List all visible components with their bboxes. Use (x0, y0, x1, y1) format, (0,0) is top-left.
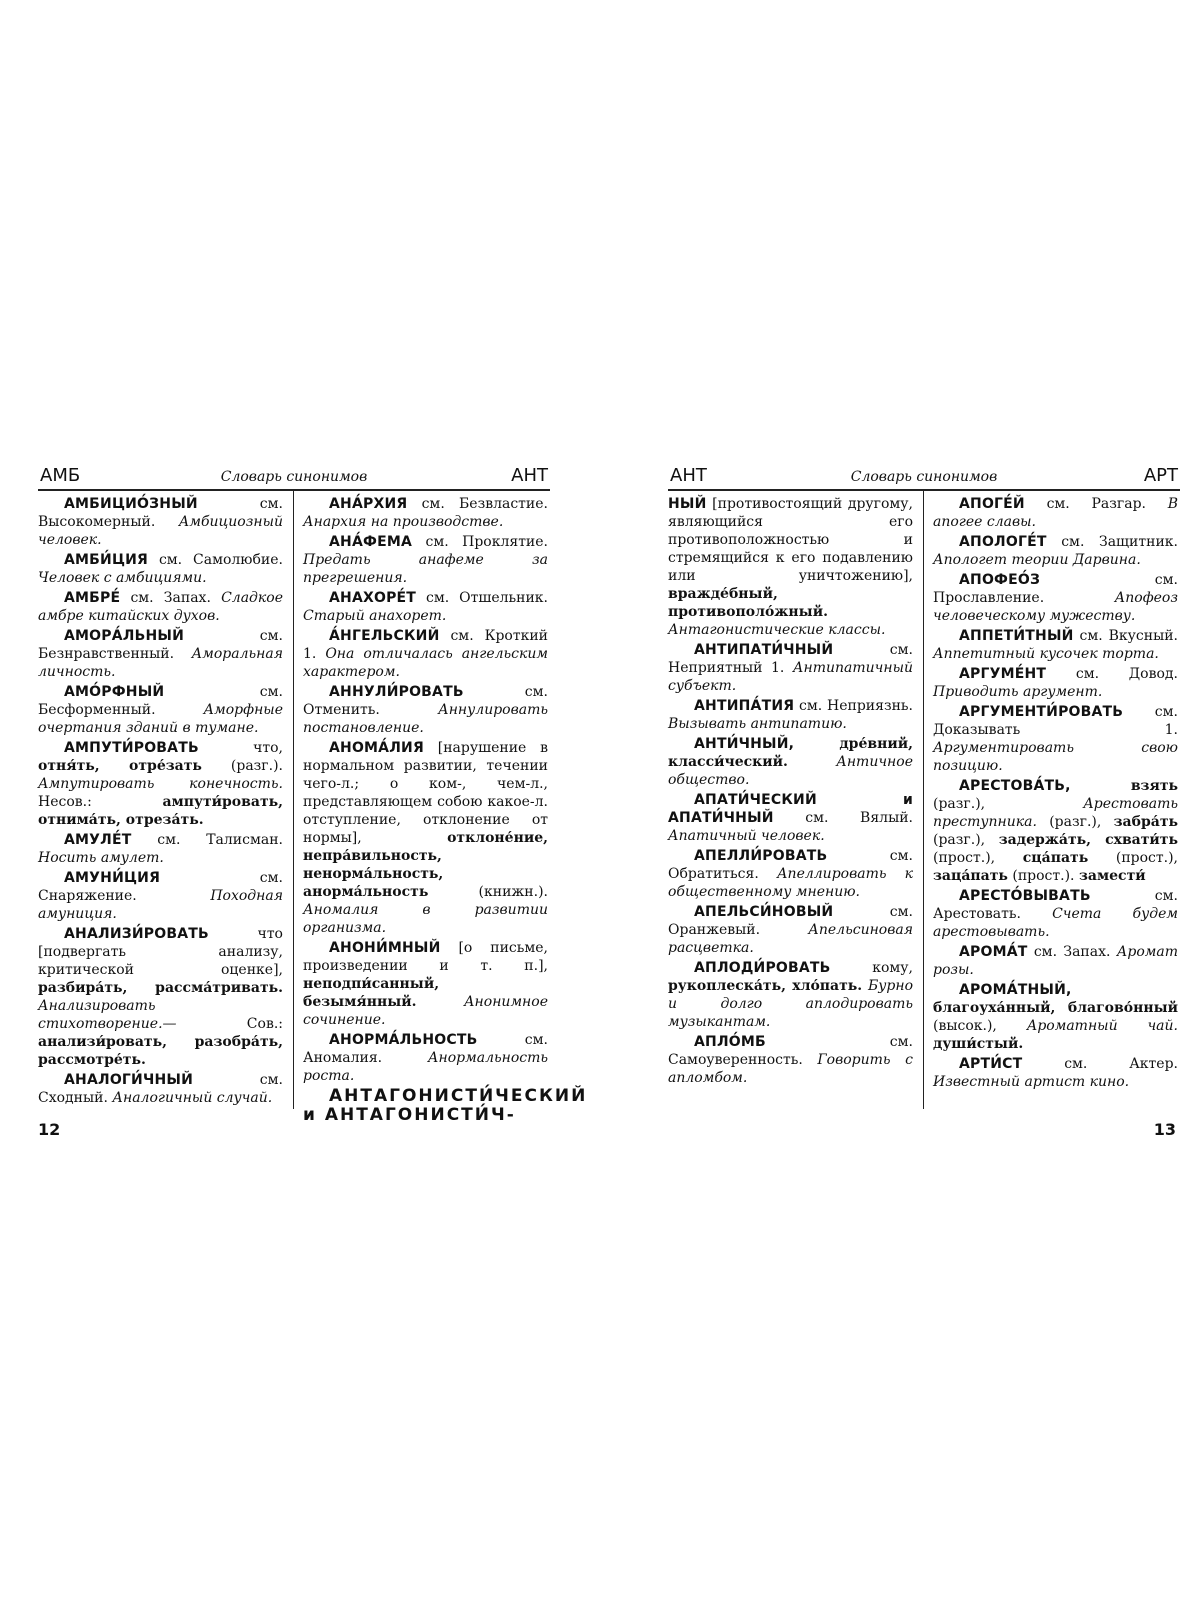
entry-synonyms: неподпи́санный, безымя́нный. (303, 976, 440, 1010)
entry-synonyms: анализи́ровать, разобра́ть, рассмотре́ть. (38, 1034, 283, 1068)
dictionary-entry (668, 697, 913, 733)
entry-synonyms: разбира́ть, рассма́тривать. (38, 980, 283, 996)
entry-example: Ароматный чай. (1026, 1018, 1178, 1034)
entry-example: Аморальная личность. (38, 646, 283, 680)
entry-headword: АПАТИ́ЧЕСКИЙ и АПАТИ́ЧНЫЙ (668, 792, 913, 826)
entry-text: см. Прославление. (933, 572, 1178, 606)
entry-example: Аморфные очертания зданий в тумане. (38, 702, 283, 736)
entry-headword: АРГУМЕНТИ́РОВАТЬ (959, 704, 1124, 720)
dictionary-entry (933, 627, 1178, 663)
entry-text: см. Самолюбие. (148, 552, 283, 568)
header-title: Словарь синонимов (850, 469, 998, 485)
dictionary-entry (303, 1086, 588, 1125)
dictionary-entry (668, 903, 913, 957)
page-number: 13 (1153, 1120, 1176, 1139)
dictionary-entry (933, 943, 1178, 979)
entry-synonyms: вражде́бный, противополо́жный. (668, 586, 828, 620)
entry-headword: АНОРМА́ЛЬНОСТЬ (329, 1032, 478, 1048)
entry-headword: АНА́РХИЯ (329, 496, 408, 512)
entry-example: Человек с амбициями. (38, 570, 207, 586)
entry-synonyms: сца́пать (1022, 850, 1089, 866)
entry-text: [о письме, произведении и т. п.], (303, 940, 548, 974)
entry-text: см. Разгар. (1024, 496, 1168, 512)
dictionary-entry (303, 1031, 548, 1085)
dictionary-entry (933, 777, 1178, 885)
entry-headword: АНАЛИЗИ́РОВАТЬ (64, 926, 209, 942)
entry-text: см. Самоуверенность. (668, 1034, 913, 1068)
entry-text: (разг.), (1036, 814, 1114, 830)
entry-text (794, 736, 839, 752)
entry-example: Аналогичный случай. (112, 1090, 273, 1106)
dictionary-entry (303, 495, 548, 531)
entry-text: см. Доказывать 1. (933, 704, 1178, 738)
entry-text: см. Защитник. (1046, 534, 1178, 550)
entry-example: Старый анахорет. (303, 608, 447, 624)
dictionary-entry (668, 1033, 913, 1087)
text-column (668, 495, 913, 1089)
header-guide-word-end: АНТ (511, 465, 548, 486)
entry-headword: АНТАГОНИСТИ́ЧЕСКИЙ и АНТАГОНИСТИ́Ч- (303, 1086, 588, 1125)
entry-text: [нарушение в нормальном развитии, течении чего-л.; о ком-, чем-л., представляющем собою какое-л. отступление, отклонение от нормы], (303, 740, 548, 846)
dictionary-entry (303, 683, 548, 737)
entry-headword: АМУЛЕ́Т (64, 832, 132, 848)
entry-text: см. Аномалия. (303, 1032, 548, 1066)
entry-text: (разг.), (933, 796, 1084, 812)
entry-headword: АПОЛОГЕ́Т (959, 534, 1047, 550)
entry-text: см. Оранжевый. (668, 904, 913, 938)
entry-example: Она отличалась ангельским характером. (303, 646, 548, 680)
dictionary-entry (933, 1055, 1178, 1091)
entry-headword: А́НГЕЛЬСКИЙ (329, 628, 440, 644)
entry-example: Анонимное сочинение. (303, 994, 548, 1028)
dictionary-entry (933, 665, 1178, 701)
text-column (303, 495, 588, 1127)
entry-text: см. Талисман. (131, 832, 283, 848)
entry-text: Несов.: (38, 794, 163, 810)
entry-headword: АМБРЕ́ (64, 590, 121, 606)
entry-text: см. Неприязнь. (794, 698, 913, 714)
dictionary-entry (38, 589, 283, 625)
entry-example: Бурно и долго аплодировать музыкантам. (668, 978, 914, 1030)
entry-text: что, (198, 740, 283, 756)
entry-headword: АНАЛОГИ́ЧНЫЙ (64, 1072, 194, 1088)
entry-synonyms: забра́ть (1113, 814, 1178, 830)
entry-example: Походная амуниция. (38, 888, 283, 922)
entry-text: см. Снаряжение. (38, 870, 283, 904)
entry-headword: АНОМА́ЛИЯ (329, 740, 424, 756)
entry-example: В апогее славы. (933, 496, 1178, 530)
column-divider (293, 491, 294, 1109)
dictionary-entry (668, 495, 913, 639)
entry-example: Арестовать преступника. (933, 796, 1178, 830)
entry-example: Апеллировать к общественному мнению. (668, 866, 914, 900)
entry-text: см. Кроткий 1. (303, 628, 548, 662)
entry-text: (прост.), (1088, 850, 1178, 866)
entry-headword: АМОРА́ЛЬНЫЙ (64, 628, 185, 644)
entry-synonyms: дре́вний, класси́ческий. (668, 736, 913, 770)
entry-text: см. Актер. (1022, 1056, 1178, 1072)
header-guide-word-end: АРТ (1143, 465, 1178, 486)
entry-headword: АПОГЕ́Й (959, 496, 1025, 512)
entry-text (1071, 778, 1131, 794)
entry-text: см. Проклятие. (412, 534, 548, 550)
text-column (933, 495, 1178, 1093)
entry-text (788, 754, 836, 770)
entry-synonyms: отня́ть, отре́зать (38, 758, 202, 774)
entry-example: Говорить с апломбом. (668, 1052, 913, 1086)
entry-text: см. Бесформенный. (38, 684, 283, 718)
entry-text: см. Довод. (1046, 666, 1178, 682)
entry-text: Сов.: (176, 1016, 283, 1032)
header-title: Словарь синонимов (220, 469, 368, 485)
entry-text: см. Неприятный 1. (668, 642, 913, 676)
left-page (38, 465, 588, 1165)
entry-text: [противостоящий другому, являющийся его противоположностью и стремящийся к его подавлению или уничтожению], (668, 496, 913, 584)
entry-headword: АМО́РФНЫЙ (64, 684, 165, 700)
dictionary-entry (38, 831, 283, 867)
entry-synonyms: отклоне́ние, непра́вильность, ненорма́льность, анорма́льность (303, 830, 548, 900)
dictionary-entry (38, 869, 283, 923)
entry-headword: АМБИ́ЦИЯ (64, 552, 149, 568)
entry-headword: АНТИПАТИ́ЧНЫЙ (694, 642, 834, 658)
entry-headword: АПОФЕО́З (959, 572, 1041, 588)
entry-example: Носить амулет. (38, 850, 164, 866)
entry-example: Анормальность роста. (303, 1050, 548, 1084)
entry-example: Ампутировать конечность. (38, 776, 283, 792)
dictionary-entry (668, 847, 913, 901)
entry-synonyms: задержа́ть, схвати́ть (998, 832, 1178, 848)
dictionary-entry (303, 533, 548, 587)
entry-text: (разг.). (201, 758, 283, 774)
dictionary-entry (38, 1071, 283, 1107)
entry-text: кому, (830, 960, 913, 976)
dictionary-entry (933, 571, 1178, 625)
running-header (38, 465, 550, 491)
dictionary-entry (303, 939, 548, 1029)
header-guide-word-start: АНТ (670, 465, 707, 486)
entry-example: Аппетитный кусочек торта. (933, 646, 1159, 662)
dictionary-entry (38, 551, 283, 587)
entry-headword: АНАХОРЕ́Т (329, 590, 417, 606)
entry-headword: АНТИ́ЧНЫЙ, (694, 736, 795, 752)
entry-example: Апельсиновая расцветка. (668, 922, 913, 956)
entry-text: см. Сходный. (38, 1072, 283, 1106)
dictionary-entry (38, 627, 283, 681)
entry-text: см. Обратиться. (668, 848, 913, 882)
entry-headword: АРОМА́ТНЫЙ, (959, 982, 1072, 998)
entry-headword: АРОМА́Т (959, 944, 1028, 960)
entry-text: см. Запах. (120, 590, 222, 606)
entry-text: см. Вкусный. (1073, 628, 1178, 644)
dictionary-entry (668, 959, 913, 1031)
entry-example: Известный артист кино. (933, 1074, 1130, 1090)
entry-example: Апофеоз человеческому мужеству. (933, 590, 1178, 624)
entry-headword: АРЕСТО́ВЫВАТЬ (959, 888, 1091, 904)
entry-headword: АПЕЛЬСИ́НОВЫЙ (694, 904, 834, 920)
entry-example: Вызывать антипатию. (668, 716, 847, 732)
entry-example: Апатичный человек. (668, 828, 825, 844)
entry-synonyms: благоуха́нный, благово́нный (933, 1000, 1178, 1016)
entry-example: Анархия на производстве. (303, 514, 504, 530)
entry-headword: АРТИ́СТ (959, 1056, 1023, 1072)
dictionary-entry (38, 739, 283, 829)
entry-example: Амбициозный человек. (38, 514, 283, 548)
entry-headword: АРЕСТОВА́ТЬ, (959, 778, 1071, 794)
entry-text: (разг.), (933, 832, 999, 848)
entry-synonyms: взять (1130, 778, 1178, 794)
entry-text: см. Отшельник. (416, 590, 548, 606)
dictionary-entry (668, 791, 913, 845)
entry-text: см. Вялый. (773, 810, 913, 826)
entry-headword: АППЕТИ́ТНЫЙ (959, 628, 1074, 644)
entry-synonyms: замести́ (1078, 868, 1146, 884)
dictionary-entry (933, 981, 1178, 1053)
entry-headword: АРГУМЕ́НТ (959, 666, 1047, 682)
entry-text: см. Высокомерный. (38, 496, 283, 530)
entry-example: Аномалия в развитии организма. (303, 902, 548, 936)
dictionary-entry (303, 739, 548, 937)
entry-headword: НЫЙ (668, 496, 707, 512)
entry-text: см. Арестовать. (933, 888, 1178, 922)
dictionary-entry (933, 703, 1178, 775)
entry-headword: АНТИПА́ТИЯ (694, 698, 795, 714)
entry-headword: АНА́ФЕМА (329, 534, 413, 550)
dictionary-entry (38, 495, 283, 549)
entry-synonyms: рукоплеска́ть, хло́пать. (668, 978, 863, 994)
dictionary-entry (303, 589, 548, 625)
entry-synonyms: души́стый. (933, 1036, 1024, 1052)
entry-example: Счета будем арестовывать. (933, 906, 1178, 940)
column-divider (923, 491, 924, 1109)
page-number: 12 (38, 1120, 61, 1139)
entry-headword: АННУЛИ́РОВАТЬ (329, 684, 464, 700)
entry-text: (высок.), (933, 1018, 1027, 1034)
entry-headword: АМУНИ́ЦИЯ (64, 870, 161, 886)
header-guide-word-start: АМБ (40, 465, 81, 486)
running-header (668, 465, 1180, 491)
entry-example: Предать анафеме за прегрешения. (303, 552, 548, 586)
entry-headword: АПЛО́МБ (694, 1034, 766, 1050)
dictionary-entry (933, 533, 1178, 569)
entry-synonyms: ампути́ровать, отнима́ть, отреза́ть. (38, 794, 283, 828)
dictionary-entry (668, 641, 913, 695)
entry-text: (прост.), (933, 850, 1023, 866)
entry-headword: АМПУТИ́РОВАТЬ (64, 740, 199, 756)
entry-text: что [подвергать анализу, критической оценке], (38, 926, 283, 978)
dictionary-entry (933, 495, 1178, 531)
entry-text: см. Безвластие. (407, 496, 548, 512)
entry-text: (прост.). (1007, 868, 1079, 884)
right-page (668, 465, 1180, 1165)
entry-text: см. Безнравственный. (38, 628, 283, 662)
entry-example: Аромат розы. (933, 944, 1178, 978)
entry-synonyms: заца́пать (933, 868, 1008, 884)
entry-example: Анализировать стихотворение.— (38, 998, 177, 1032)
entry-headword: АПЛОДИ́РОВАТЬ (694, 960, 831, 976)
entry-example: Антипатичный субъект. (668, 660, 913, 694)
entry-headword: АМБИЦИО́ЗНЫЙ (64, 496, 198, 512)
entry-example: Античное общество. (668, 754, 913, 788)
entry-text: (книжн.). (428, 884, 548, 900)
dictionary-entry (38, 925, 283, 1069)
dictionary-entry (933, 887, 1178, 941)
entry-headword: АПЕЛЛИ́РОВАТЬ (694, 848, 828, 864)
dictionary-entry (38, 683, 283, 737)
entry-example: Аннулировать постановление. (303, 702, 548, 736)
entry-example: Апологет теории Дарвина. (933, 552, 1141, 568)
entry-example: Аргументировать свою позицию. (933, 740, 1178, 774)
entry-headword: АНОНИ́МНЫЙ (329, 940, 441, 956)
entry-example: Приводить аргумент. (933, 684, 1103, 700)
dictionary-entry (668, 735, 913, 789)
entry-text: см. Отменить. (303, 684, 548, 718)
entry-text: см. Запах. (1027, 944, 1117, 960)
entry-text (417, 994, 464, 1010)
dictionary-entry (303, 627, 548, 681)
text-column (38, 495, 283, 1109)
entry-example: Сладкое амбре китайских духов. (38, 590, 283, 624)
entry-example: Антагонистические классы. (668, 622, 886, 638)
